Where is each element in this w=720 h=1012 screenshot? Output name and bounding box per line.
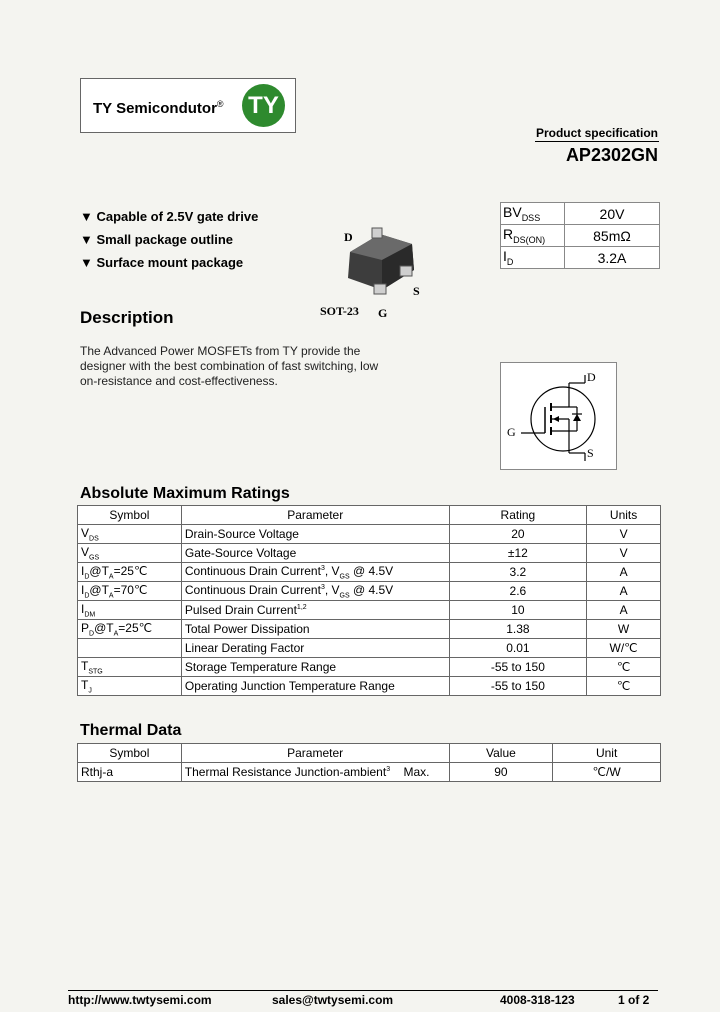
pin-d-label: D: [344, 230, 353, 244]
table-row: [78, 563, 661, 582]
parameter-cell: Operating Junction Temperature Range: [181, 677, 449, 696]
table-row: [78, 544, 661, 563]
parameter-cell: Thermal Resistance Junction-ambient$^3$ Max.: [181, 763, 449, 782]
table-row: [78, 677, 661, 696]
rating-cell: -55 to 150: [449, 677, 587, 696]
feature-item: ▼ Surface mount package: [80, 255, 244, 270]
parameter-cell: Storage Temperature Range: [181, 658, 449, 677]
qualifier: Max.: [403, 765, 430, 779]
table-row: [78, 620, 661, 639]
description-text: The Advanced Power MOSFETs from TY provide the designer with the best combination of fast switching, low on-resistance and cost-effectiveness.: [80, 344, 379, 388]
column-header: Symbol: [78, 744, 182, 763]
spec-value: 3.2A: [565, 247, 660, 269]
unit-cell: V: [587, 544, 661, 563]
pin-g-label: G: [378, 306, 388, 320]
thermal-heading: Thermal Data: [80, 722, 182, 739]
abs-max-heading: Absolute Maximum Ratings: [80, 485, 290, 502]
table-row: [501, 247, 660, 269]
symbol-cell: $I_D@T_A=70℃$: [78, 582, 182, 601]
symbol-cell: $P_D@T_A=25℃$: [78, 620, 182, 639]
unit-cell: W/℃: [587, 639, 661, 658]
column-header: Unit: [553, 744, 661, 763]
key-specs-table: [500, 202, 660, 269]
spec-symbol: $I_D$: [501, 247, 565, 269]
symbol-cell: $V_{GS}$: [78, 544, 182, 563]
parameter-cell: Total Power Dissipation: [181, 620, 449, 639]
unit-cell: V: [587, 525, 661, 544]
table-row: [78, 582, 661, 601]
table-header-row: [78, 744, 661, 763]
spec-value: 20V: [565, 203, 660, 225]
logo-mark-icon: TY: [242, 84, 285, 127]
table-row: [78, 601, 661, 620]
description-heading: Description: [80, 308, 174, 327]
symbol-cell: Rthj-a: [78, 763, 182, 782]
column-header: Rating: [449, 506, 587, 525]
rating-cell: 10: [449, 601, 587, 620]
package-drawing: [320, 222, 430, 322]
circuit-g-label: G: [507, 425, 516, 439]
column-header: Parameter: [181, 744, 449, 763]
table-row: [501, 203, 660, 225]
feature-list: [80, 205, 258, 274]
unit-cell: ℃/W: [553, 763, 661, 782]
rating-cell: 3.2: [449, 563, 587, 582]
unit-cell: W: [587, 620, 661, 639]
parameter-cell: Linear Derating Factor: [181, 639, 449, 658]
column-header: Parameter: [181, 506, 449, 525]
footer-url[interactable]: http://www.twtysemi.com: [68, 993, 212, 1007]
spec-value: 85mΩ: [565, 225, 660, 247]
spec-symbol: $BV_{DSS}$: [501, 203, 565, 225]
column-header: Units: [587, 506, 661, 525]
column-header: Symbol: [78, 506, 182, 525]
rating-cell: ±12: [449, 544, 587, 563]
footer-divider: [68, 990, 658, 991]
table-row: [78, 658, 661, 677]
rating-cell: 1.38: [449, 620, 587, 639]
symbol-cell: $I_D@T_A=25℃$: [78, 563, 182, 582]
symbol-cell: $V_{DS}$: [78, 525, 182, 544]
value-cell: 90: [449, 763, 553, 782]
part-number: AP2302GN: [565, 145, 658, 165]
feature-item: ▼ Capable of 2.5V gate drive: [80, 209, 259, 224]
header-divider: [535, 141, 659, 142]
table-row: [78, 525, 661, 544]
symbol-cell: $I_{DM}$: [78, 601, 182, 620]
table-row: [78, 639, 661, 658]
document-type: Product specification: [535, 126, 658, 140]
table-header-row: [78, 506, 661, 525]
table-row: [501, 225, 660, 247]
rating-cell: -55 to 150: [449, 658, 587, 677]
unit-cell: A: [587, 601, 661, 620]
abs-max-table: [77, 505, 661, 696]
rating-cell: 2.6: [449, 582, 587, 601]
logo-text: TY Semicondutor®: [93, 99, 224, 117]
unit-cell: A: [587, 563, 661, 582]
feature-item: ▼ Small package outline: [80, 232, 234, 247]
footer-phone: 4008-318-123: [500, 993, 575, 1007]
spec-symbol: $R_{DS(ON)}$: [501, 225, 565, 247]
table-row: [78, 763, 661, 782]
circuit-d-label: D: [587, 370, 596, 384]
unit-cell: ℃: [587, 677, 661, 696]
circuit-s-label: S: [587, 446, 594, 460]
parameter-cell: Gate-Source Voltage: [181, 544, 449, 563]
symbol-cell: $T_{STG}$: [78, 658, 182, 677]
parameter-cell: Continuous Drain Current$^3$, $V_{GS}$ @ 4.5V: [181, 582, 449, 601]
parameter-cell: Continuous Drain Current$^3$, $V_{GS}$ @ 4.5V: [181, 563, 449, 582]
symbol-cell: [78, 639, 182, 658]
parameter-cell: Pulsed Drain Current$^{1,2}$: [181, 601, 449, 620]
unit-cell: A: [587, 582, 661, 601]
package-name: SOT-23: [320, 304, 359, 318]
rating-cell: 20: [449, 525, 587, 544]
rating-cell: 0.01: [449, 639, 587, 658]
thermal-table: [77, 743, 661, 782]
symbol-cell: $T_J$: [78, 677, 182, 696]
footer-email[interactable]: sales@twtysemi.com: [272, 993, 394, 1007]
unit-cell: ℃: [587, 658, 661, 677]
column-header: Value: [449, 744, 553, 763]
page-number: 1 of 2: [618, 993, 650, 1007]
parameter-cell: Drain-Source Voltage: [181, 525, 449, 544]
mosfet-symbol: [500, 362, 617, 470]
company-logo: [80, 78, 296, 133]
pin-s-label: S: [413, 284, 420, 298]
n-channel-mosfet-icon: [501, 363, 616, 469]
